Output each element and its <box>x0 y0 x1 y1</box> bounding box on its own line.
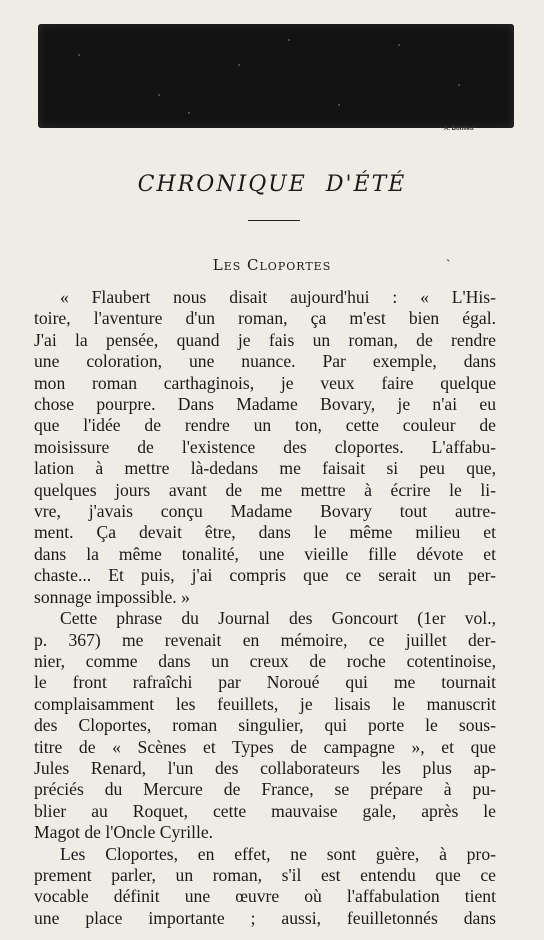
text-line: Cette phrase du Journal des Goncourt (1er vol., <box>60 608 496 629</box>
text-line: nier, comme dans un creux de roche cotentinoise, <box>34 650 496 671</box>
text-line: une coloration, une nuance. Par exemple, dans <box>34 351 496 372</box>
text-line: le front rafraîchi par Noroué qui me tournait <box>34 672 496 693</box>
text-line: p. 367) me revenait en mémoire, ce juillet der- <box>34 629 496 650</box>
text-line: chose pourpre. Dans Madame Bovary, je n'ai eu <box>34 394 496 415</box>
text-line: préciés du Mercure de France, se prépare à pu- <box>34 779 496 800</box>
text-line: Jules Renard, l'un des collaborateurs les plus ap- <box>34 757 496 778</box>
text-line: vocable définit une œuvre où l'affabulation tient <box>34 886 496 907</box>
text-line: toire, l'aventure d'un roman, ça m'est bien égal. <box>34 308 496 329</box>
text-line: que l'idée de rendre un ton, cette couleur de <box>34 415 496 436</box>
text-line: des Cloportes, roman singulier, qui porte le sous- <box>34 715 496 736</box>
article-body <box>34 287 496 929</box>
text-line: vre, j'avais conçu Madame Bovary tout autre- <box>34 501 496 522</box>
text-line: « Flaubert nous disait aujourd'hui : « L'His- <box>60 287 496 307</box>
text-line: J'ai la pensée, quand je fais un roman, de rendre <box>34 329 496 350</box>
text-line: lation à mettre là-dedans me faisait si peu que, <box>34 458 496 479</box>
text-line: prement parler, un roman, s'il est entendu que ce <box>34 864 496 885</box>
text-line: une place importante ; aussi, feuilletonnés dans <box>34 907 496 928</box>
text-line: mon roman carthaginois, je veux faire quelque <box>34 372 496 393</box>
text-line: moisissure de l'existence des cloportes. L'affabu- <box>34 436 496 457</box>
section-heading: Les Cloportes <box>212 256 332 274</box>
text-line: quelques jours avant de me mettre à écrire le li- <box>34 479 496 500</box>
header-illustration <box>38 24 514 128</box>
page-title: CHRONIQUE D'ÉTÉ <box>137 172 407 197</box>
title-divider <box>248 220 300 221</box>
text-line: chaste... Et puis, j'ai compris que ce serait un per- <box>34 565 496 586</box>
text-line: sonnage impossible. » <box>34 586 190 607</box>
text-line: Les Cloportes, en effet, ne sont guère, à pro- <box>60 843 496 864</box>
text-line: dans la même tonalité, une vieille fille dévote et <box>34 543 496 564</box>
illustration-signature: A. Bonlieu <box>444 126 474 132</box>
text-line: titre de « Scènes et Types de campagne », et que <box>34 736 496 757</box>
text-line: ment. Ça devait être, dans le même milieu et <box>34 522 496 543</box>
text-line: complaisamment les feuillets, je lisais le manuscrit <box>34 693 496 714</box>
margin-mark: ˎ <box>446 248 451 263</box>
text-line: Magot de l'Oncle Cyrille. <box>34 822 214 843</box>
text-line: blier au Roquet, cette mauvaise gale, après le <box>34 800 496 821</box>
